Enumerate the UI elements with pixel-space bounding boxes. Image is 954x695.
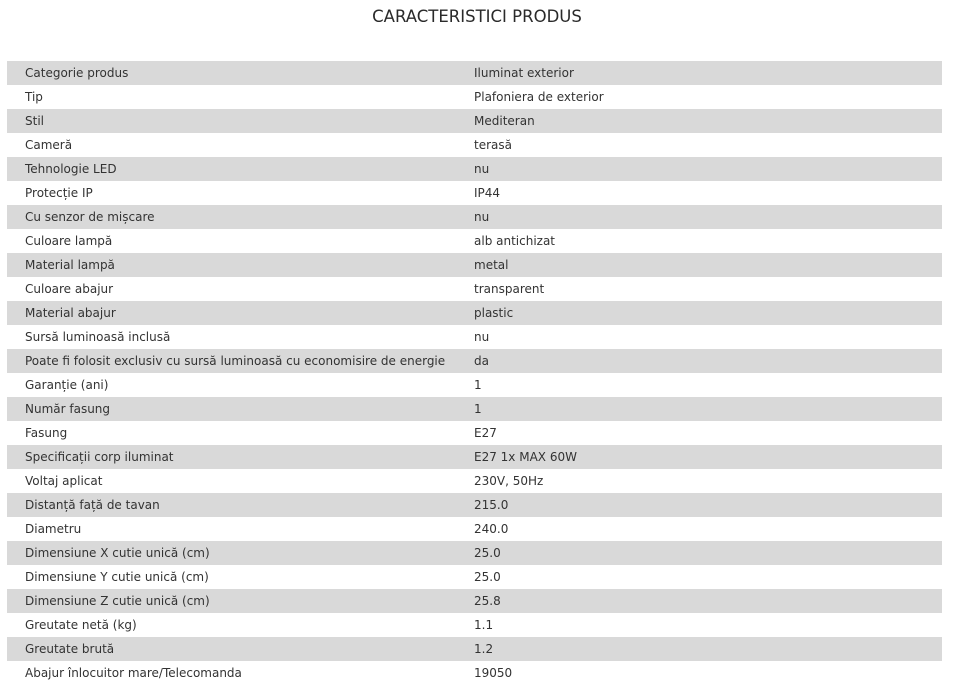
spec-value: 1.2: [474, 637, 942, 661]
spec-label: Tehnologie LED: [7, 157, 474, 181]
spec-label: Dimensiune Y cutie unică (cm): [7, 565, 474, 589]
spec-value: transparent: [474, 277, 942, 301]
spec-label: Cameră: [7, 133, 474, 157]
spec-value: nu: [474, 325, 942, 349]
spec-label: Greutate netă (kg): [7, 613, 474, 637]
table-row: [7, 229, 942, 253]
page-title: CARACTERISTICI PRODUS: [372, 7, 582, 26]
table-row: [7, 373, 942, 397]
table-row: [7, 541, 942, 565]
spec-label: Sursă luminoasă inclusă: [7, 325, 474, 349]
table-row: [7, 349, 942, 373]
spec-label: Culoare lampă: [7, 229, 474, 253]
spec-label: Cu senzor de mișcare: [7, 205, 474, 229]
spec-label: Număr fasung: [7, 397, 474, 421]
spec-value: 240.0: [474, 517, 942, 541]
spec-value: nu: [474, 157, 942, 181]
spec-value: 25.8: [474, 589, 942, 613]
spec-value: 1.1: [474, 613, 942, 637]
table-row: [7, 325, 942, 349]
spec-value: da: [474, 349, 942, 373]
table-row: [7, 661, 942, 685]
spec-label: Dimensiune X cutie unică (cm): [7, 541, 474, 565]
table-row: [7, 157, 942, 181]
table-row: [7, 469, 942, 493]
spec-label: Poate fi folosit exclusiv cu sursă luminoasă cu economisire de energie: [7, 349, 474, 373]
spec-label: Dimensiune Z cutie unică (cm): [7, 589, 474, 613]
spec-value: E27 1x MAX 60W: [474, 445, 942, 469]
spec-label: Diametru: [7, 517, 474, 541]
spec-label: Garanție (ani): [7, 373, 474, 397]
spec-value: 25.0: [474, 565, 942, 589]
table-row: [7, 205, 942, 229]
spec-label: Material abajur: [7, 301, 474, 325]
spec-value: 1: [474, 397, 942, 421]
spec-value: nu: [474, 205, 942, 229]
spec-label: Culoare abajur: [7, 277, 474, 301]
product-specs-table: [7, 61, 942, 685]
spec-value: 19050: [474, 661, 942, 685]
spec-label: Material lampă: [7, 253, 474, 277]
spec-value: metal: [474, 253, 942, 277]
spec-value: Iluminat exterior: [474, 61, 942, 85]
table-row: [7, 517, 942, 541]
spec-label: Greutate brută: [7, 637, 474, 661]
table-row: [7, 301, 942, 325]
table-row: [7, 397, 942, 421]
table-row: [7, 181, 942, 205]
table-row: [7, 589, 942, 613]
table-row: [7, 85, 942, 109]
table-row: [7, 493, 942, 517]
spec-label: Tip: [7, 85, 474, 109]
spec-value: terasă: [474, 133, 942, 157]
spec-label: Protecție IP: [7, 181, 474, 205]
table-row: [7, 253, 942, 277]
spec-value: 230V, 50Hz: [474, 469, 942, 493]
table-row: [7, 421, 942, 445]
spec-value: 25.0: [474, 541, 942, 565]
spec-value: plastic: [474, 301, 942, 325]
spec-value: Plafoniera de exterior: [474, 85, 942, 109]
table-row: [7, 61, 942, 85]
table-row: [7, 613, 942, 637]
spec-value: Mediteran: [474, 109, 942, 133]
table-row: [7, 565, 942, 589]
spec-label: Voltaj aplicat: [7, 469, 474, 493]
spec-value: 1: [474, 373, 942, 397]
spec-label: Distanță față de tavan: [7, 493, 474, 517]
table-row: [7, 277, 942, 301]
table-row: [7, 109, 942, 133]
spec-label: Specificații corp iluminat: [7, 445, 474, 469]
spec-label: Categorie produs: [7, 61, 474, 85]
table-row: [7, 445, 942, 469]
table-row: [7, 637, 942, 661]
spec-value: 215.0: [474, 493, 942, 517]
spec-value: IP44: [474, 181, 942, 205]
spec-value: E27: [474, 421, 942, 445]
spec-value: alb antichizat: [474, 229, 942, 253]
table-row: [7, 133, 942, 157]
spec-label: Abajur înlocuitor mare/Telecomanda: [7, 661, 474, 685]
spec-label: Fasung: [7, 421, 474, 445]
spec-label: Stil: [7, 109, 474, 133]
